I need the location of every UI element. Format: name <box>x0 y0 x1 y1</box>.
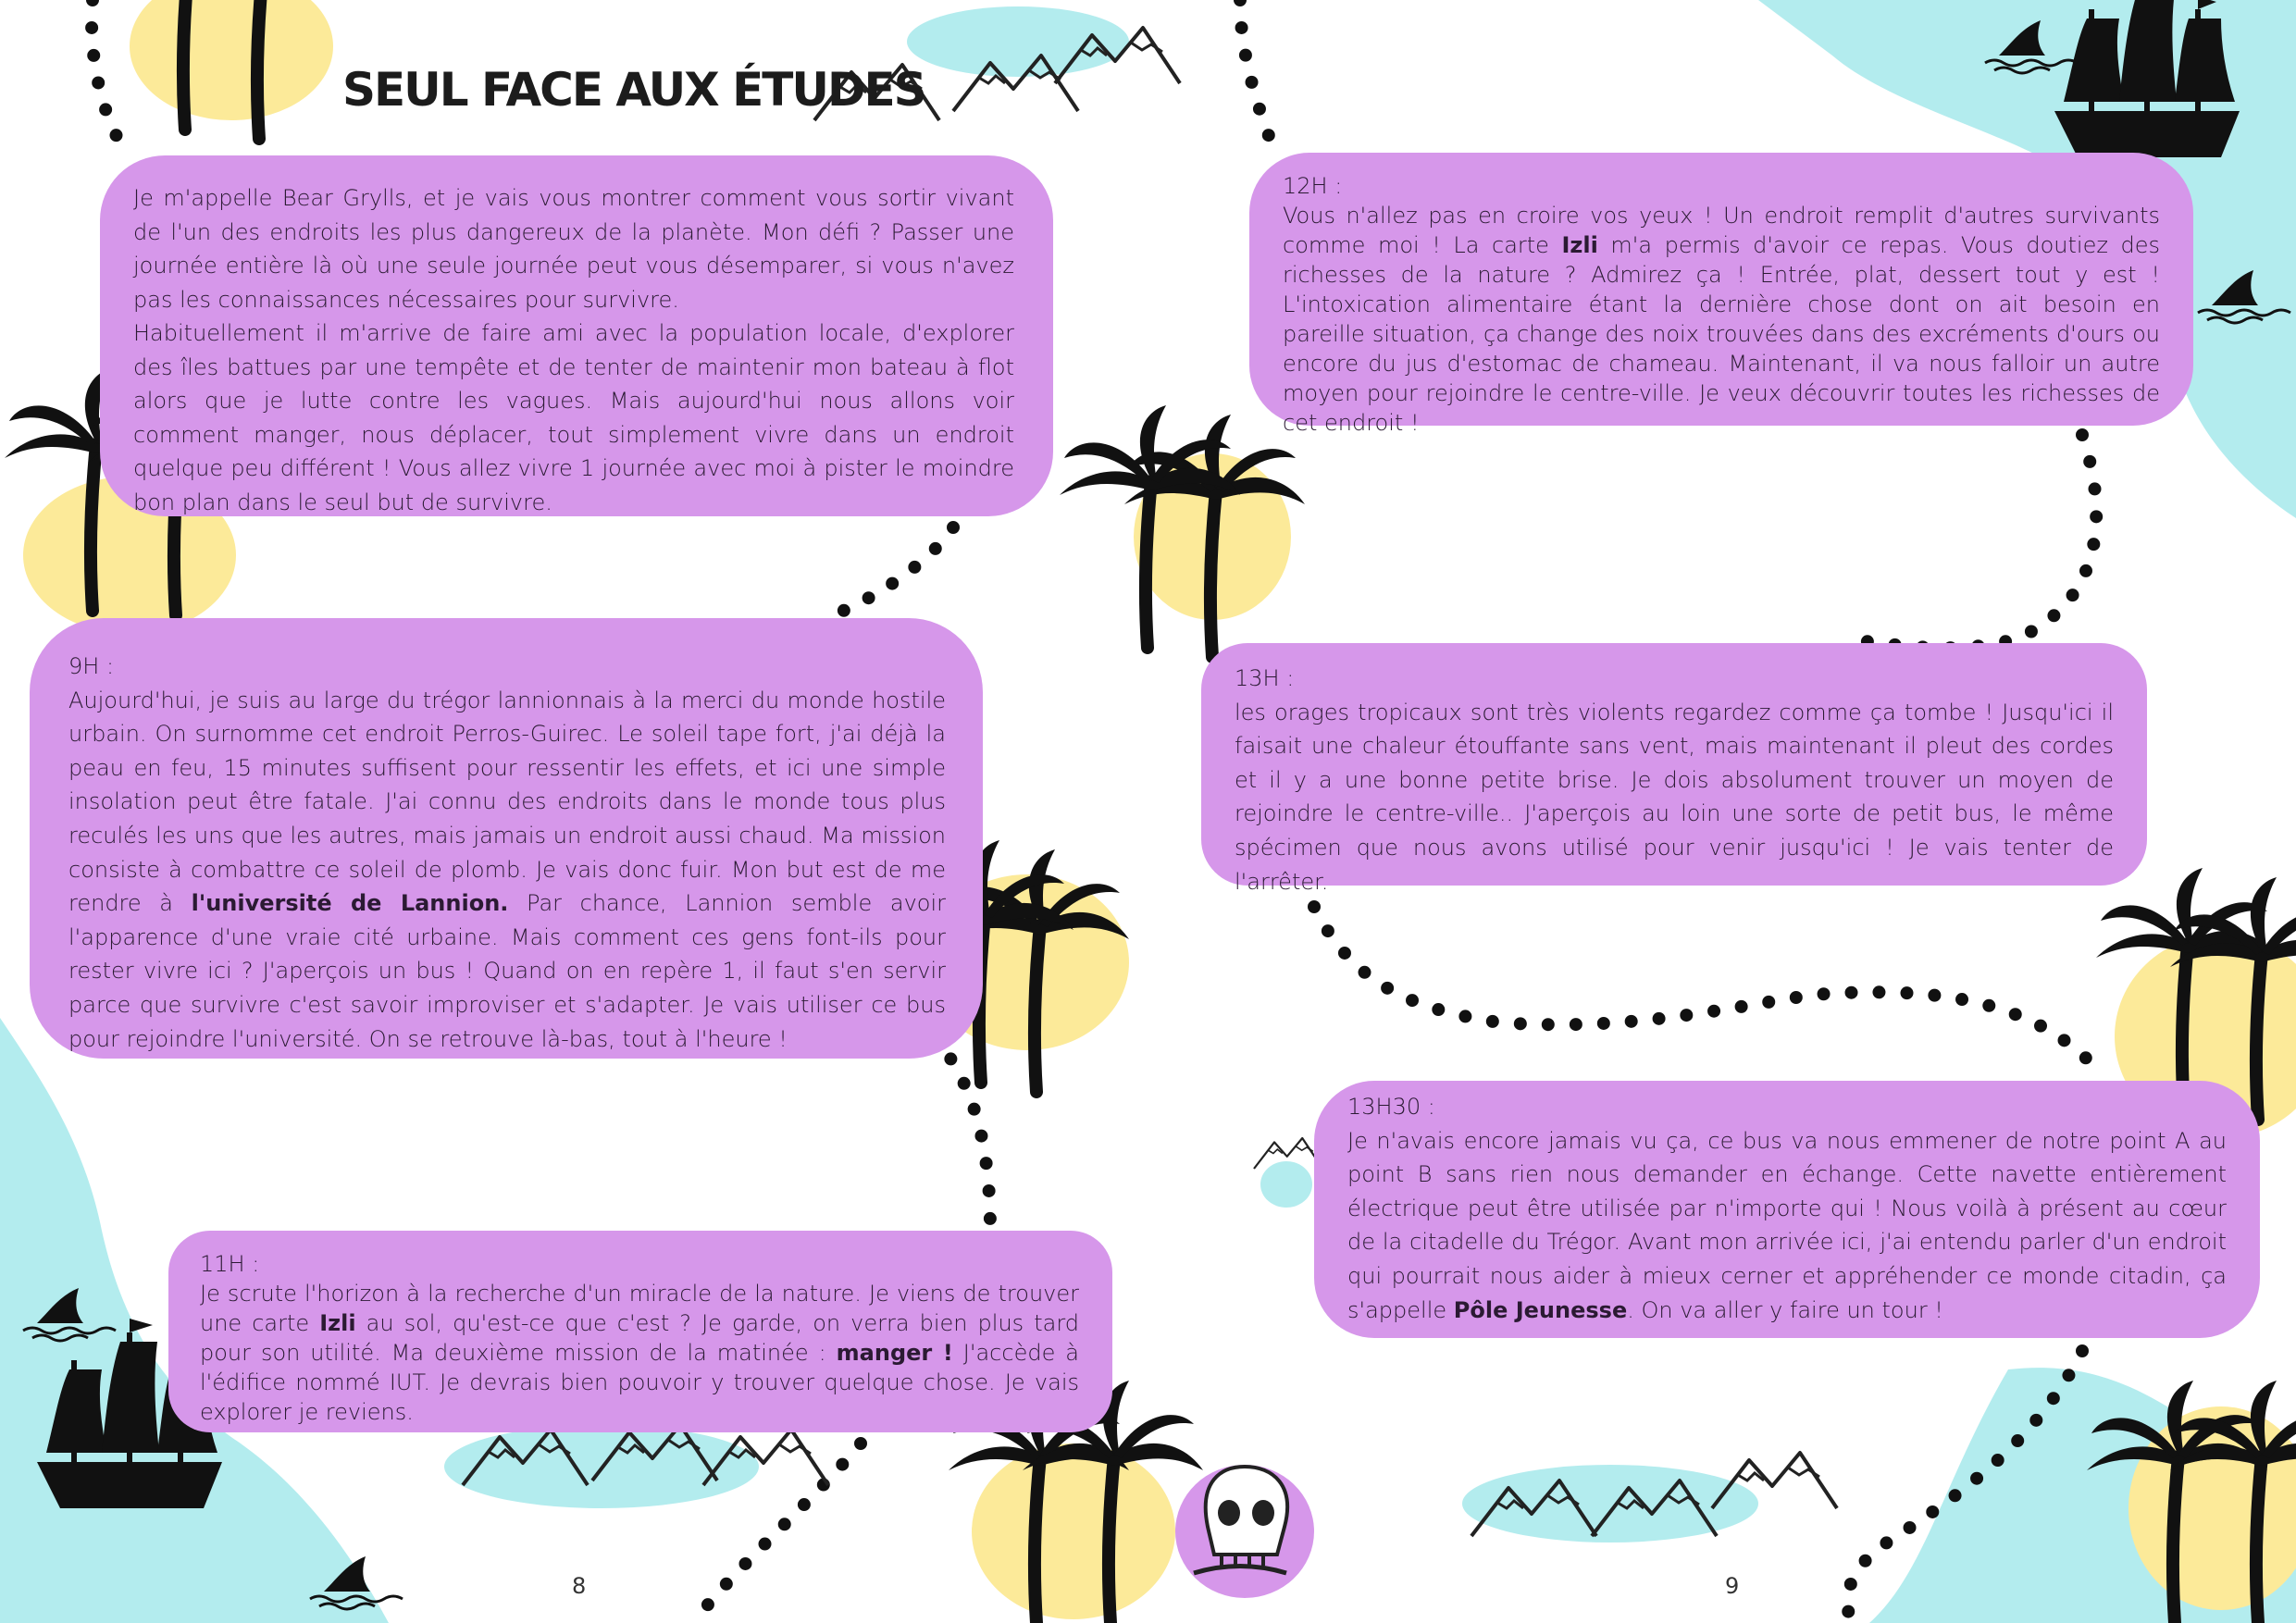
time-12h-label: 12H : <box>1283 173 1343 199</box>
intro-box <box>100 155 1053 516</box>
time-9h-bold: l'université de Lannion. <box>191 890 509 917</box>
page-number-right: 9 <box>1725 1573 1740 1599</box>
time-11h-label: 11H : <box>200 1251 260 1277</box>
time-13h-box <box>1201 643 2147 895</box>
time-11h-text-a: Je scrute l'horizon à la recherche d'un miracle de la nature. Je viens de trouver une carte <box>200 1281 1079 1336</box>
intro-paragraph-2: Habituellement il m'arrive de faire ami avec la population locale, d'explorer des îles battues par une tempête et de tenter de maintenir mon bateau à flot alors que je lutte contre les vagues. Mais aujourd'hui nous allons voir comment manger, nous déplacer, tout simplement vivre dans un endroit quelque peu différent ! Vous allez vivre 1 journée avec moi à pister le moindre bon plan dans le seul but de survivre. <box>133 320 1014 515</box>
time-1330-bold: Pôle Jeunesse <box>1453 1296 1628 1323</box>
time-9h-box <box>30 618 983 1059</box>
page-number-left: 8 <box>572 1573 587 1599</box>
time-1330-text-a: Je n'avais encore jamais vu ça, ce bus va nous emmener de notre point A au point B sans rien nous demander en échange. Cette navette entièrement électrique peut être utilisée par n'importe qui ! Nous voilà à présent au cœur de la citadelle du Trégor. Avant mon arrivée ici, j'ai entendu parler d'un endroit qui pourrait nous aider à mieux cerner et appréhender ce monde citadin, ça s'appelle <box>1347 1127 2227 1323</box>
time-11h-text-b: au sol, qu'est-ce que c'est ? Je garde, on verra bien plus tard pour son utilité. Ma deuxième mission de la matinée : <box>200 1310 1080 1366</box>
time-1330-label: 13H30 : <box>1347 1094 1435 1120</box>
skull-icon <box>1175 1465 1314 1598</box>
time-1330-box <box>1314 1081 2260 1338</box>
page-title: SEUL FACE AUX ÉTUDES <box>342 63 925 117</box>
time-12h-bold: Izli <box>1561 232 1598 258</box>
time-11h-text-c: J'accède à l'édifice nommé IUT. Je devrais bien pouvoir y trouver quelque chose. Je vais explorer je reviens. <box>200 1340 1079 1425</box>
time-9h-text-a: Aujourd'hui, je suis au large du trégor lannionnais à la merci du monde hostile urbain. On surnomme cet endroit Perros-Guirec. Le soleil tape fort, j'ai déjà la peau en feu, 15 minutes suffisent pour ressentir les effets, et ici une simple insolation peut être fatale. J'ai connu des endroits dans le monde tous plus reculés les uns que les autres, mais jamais un endroit aussi chaud. Ma mission consiste à combattre ce soleil de plomb. Je vais donc fuir. Mon but est de me rendre à <box>68 687 946 917</box>
time-11h-bold-a: Izli <box>319 1310 356 1336</box>
time-13h-text: les orages tropicaux sont très violents regardez comme ça tombe ! Jusqu'ici il faisait une chaleur étouffante sans vent, mais maintenant il pleut des cordes et il y a une bonne petite brise. Je dois absolument trouver un moyen de rejoindre le centre-ville.. J'aperçois au loin une sorte de petit bus, le même spécimen que nous avons utilisé pour venir jusqu'ici ! Je vais tenter de l'arrêter. <box>1235 699 2114 895</box>
time-11h-bold-b: manger ! <box>836 1340 953 1366</box>
time-11h-box <box>168 1231 1112 1432</box>
intro-paragraph-1: Je m'appelle Bear Grylls, et je vais vous montrer comment vous sortir vivant de l'un des endroits les plus dangereux de la planète. Mon défi ? Passer une journée entière là où une seule journée peut vous désemparer, si vous n'avez pas les connaissances nécessaires pour survivre. <box>133 185 1014 313</box>
time-1330-text-b: . On va aller y faire un tour ! <box>1627 1296 1943 1323</box>
time-12h-box <box>1249 153 2193 436</box>
time-9h-label: 9H : <box>68 653 115 679</box>
time-9h-text-b: Par chance, Lannion semble avoir l'apparence d'une vraie cité urbaine. Mais comment ces gens font-ils pour rester vivre ici ? J'aperçois un bus ! Quand on en repère 1, il faut s'en servir parce que survivre c'est savoir improviser et s'adapter. Je vais utiliser ce bus pour rejoindre l'université. On se retrouve là-bas, tout à l'heure ! <box>68 890 946 1052</box>
time-12h-text-a: Vous n'allez pas en croire vos yeux ! Un endroit remplit d'autres survivants comme moi ! La carte <box>1283 203 2160 258</box>
time-12h-text-b: m'a permis d'avoir ce repas. Vous doutiez des richesses de la nature ? Admirez ça ! Entrée, plat, dessert tout y est ! L'intoxication alimentaire étant la dernière chose dont on ait besoin en pareille situation, ça change des noix trouvées dans des excréments d'ours ou encore du jus d'estomac de chameau. Maintenant, il va nous falloir un autre moyen pour rejoindre le centre-ville. Je veux découvrir toutes les richesses de cet endroit ! <box>1283 232 2161 436</box>
time-13h-label: 13H : <box>1235 665 1295 691</box>
